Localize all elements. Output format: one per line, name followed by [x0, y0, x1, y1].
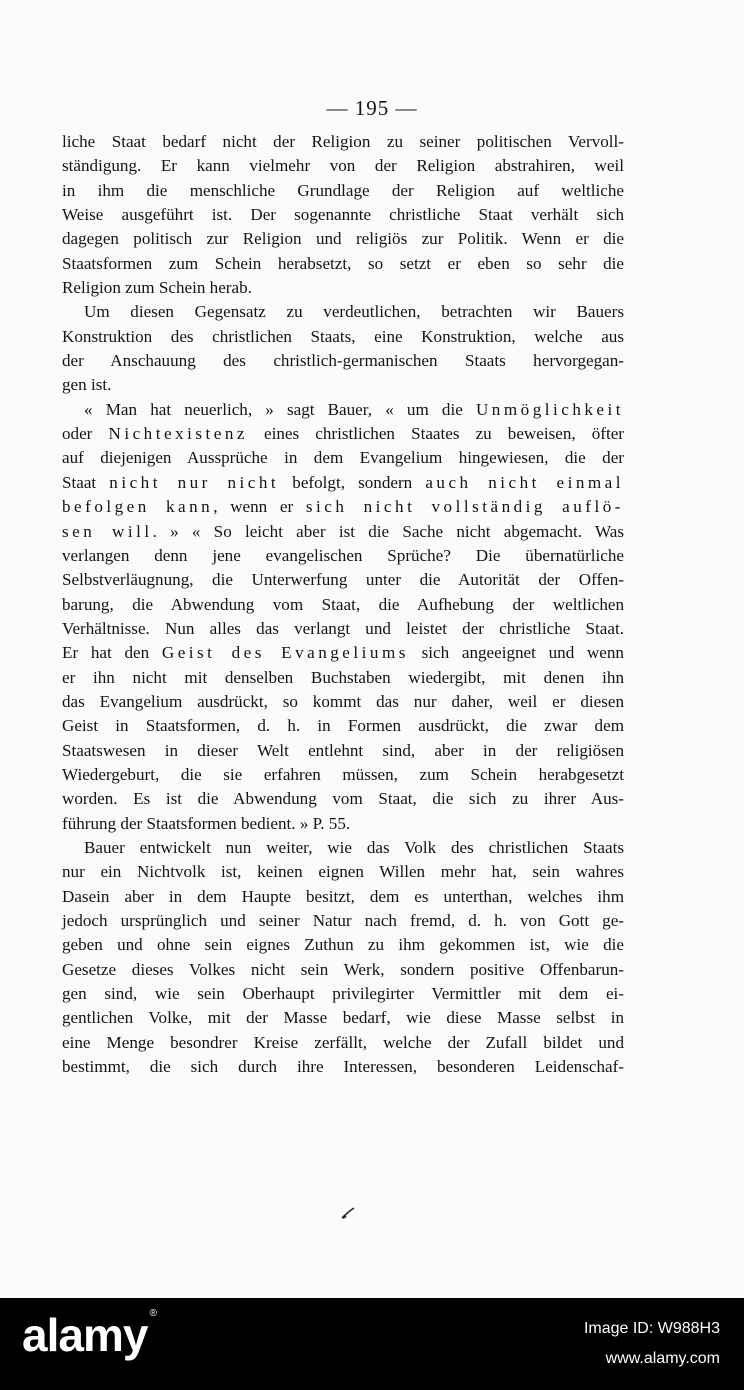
spaced-emphasis: befolgen kann — [62, 497, 214, 517]
text-line — [62, 617, 624, 641]
text-line — [62, 495, 624, 519]
text-run: gen sind, wie sein Oberhaupt privilegirter Vermittler mit dem ei- — [62, 984, 624, 1004]
text-line — [62, 666, 624, 690]
brand-name: alamy — [22, 1309, 148, 1361]
trademark-symbol: ® — [149, 1308, 156, 1319]
text-run: Verhältnisse. Nun alles das verlangt und leistet der christliche Staat. — [62, 618, 624, 638]
spaced-emphasis: auch nicht einmal — [425, 472, 624, 492]
text-line — [62, 860, 624, 884]
text-line — [62, 544, 624, 568]
text-run: Er hat den — [62, 643, 162, 663]
text-line — [62, 593, 624, 617]
spaced-emphasis: Geist des Evangeliums — [161, 643, 409, 663]
text-run: er ihn nicht mit denselben Buchstaben wiedergibt, mit denen ihn — [62, 667, 624, 687]
text-line — [62, 1006, 624, 1030]
text-run: eine Menge besondrer Kreise zerfällt, welche der Zufall bildet und — [62, 1032, 624, 1052]
text-run: verlangen denn jene evangelischen Sprüche? Die übernatürliche — [62, 545, 624, 565]
text-run: oder — [62, 424, 109, 444]
text-line — [62, 520, 624, 544]
text-run: liche Staat bedarf nicht der Religion zu seiner politischen Vervoll- — [62, 132, 624, 151]
text-run: Staat — [62, 472, 110, 492]
paragraph — [62, 300, 624, 397]
text-line — [62, 179, 624, 203]
text-line — [62, 446, 624, 470]
text-line — [62, 812, 624, 836]
spaced-emphasis: sich nicht vollständig auflö- — [305, 497, 624, 517]
brand-logo — [22, 1308, 156, 1362]
text-run: Selbstverläugnung, die Unterwerfung unter die Autorität der Offen- — [62, 570, 624, 590]
text-line — [62, 641, 624, 665]
text-run: Weise ausgeführt ist. Der sogenannte christliche Staat verhält sich — [62, 205, 624, 225]
text-run: Wiedergeburt, die sie erfahren müssen, zum Schein herabgesetzt — [62, 764, 624, 784]
text-run: gentlichen Volke, mit der Masse bedarf, wie diese Masse selbst in — [62, 1008, 624, 1028]
text-run: Dasein aber in dem Haupte besitzt, dem es unterthan, welches ihm — [62, 886, 624, 906]
text-run: barung, die Abwendung vom Staat, die Aufhebung der weltlichen — [62, 594, 624, 614]
text-line — [62, 714, 624, 738]
text-line — [62, 422, 624, 446]
image-id: Image ID: W988H3 — [583, 1320, 720, 1337]
text-line — [62, 373, 624, 397]
spaced-emphasis: Unmöglichkeit — [475, 399, 624, 419]
text-run: sich angeeignet und wenn — [408, 643, 624, 663]
text-run: eines christlichen Staates zu beweisen, öfter — [247, 424, 625, 444]
text-run: das Evangelium ausdrückt, so kommt das nur daher, weil er diesen — [62, 691, 624, 711]
text-run: dagegen politisch zur Religion und religiös zur Politik. Wenn er die — [62, 229, 624, 249]
text-run: worden. Es ist die Abwendung vom Staat, die sich zu ihrer Aus- — [62, 789, 624, 809]
text-line — [62, 398, 624, 422]
text-run: Religion zum Schein herab. — [62, 278, 252, 298]
text-run: Geist in Staatsformen, d. h. in Formen ausdrückt, die zwar dem — [62, 716, 624, 736]
text-run: gen ist. — [62, 375, 112, 395]
text-run: geben und ohne sein eignes Zuthun zu ihm gekommen ist, wie die — [62, 935, 624, 955]
text-line — [62, 276, 624, 300]
text-run: Bauer entwickelt nun weiter, wie das Volk des christlichen Staats — [84, 837, 624, 857]
text-run: Staatsformen zum Schein herabsetzt, so setzt er eben so sehr die — [62, 253, 624, 273]
text-run: der Anschauung des christlich-germanischen Staats hervorgegan- — [62, 351, 624, 371]
text-line — [62, 568, 624, 592]
text-line — [62, 1055, 624, 1079]
text-line — [62, 300, 624, 324]
text-run: Konstruktion des christlichen Staats, eine Konstruktion, welche aus — [62, 326, 624, 346]
text-run: auf diejenigen Aussprüche in dem Evangelium hingewiesen, die der — [62, 448, 624, 468]
text-line — [62, 739, 624, 763]
text-run: führung der Staatsformen bedient. » P. 55. — [62, 813, 351, 833]
body-text — [62, 130, 624, 1079]
text-run: Um diesen Gegensatz zu verdeutlichen, betrachten wir Bauers — [84, 302, 624, 322]
text-run: bestimmt, die sich durch ihre Interessen, besonderen Leidenschaf- — [62, 1057, 624, 1077]
text-line — [62, 690, 624, 714]
spaced-emphasis: Nichtexistenz — [108, 424, 248, 444]
text-line — [62, 958, 624, 982]
text-line — [62, 1031, 624, 1055]
paragraph — [62, 130, 624, 300]
text-line — [62, 933, 624, 957]
watermark-footer — [0, 1298, 744, 1390]
text-run: jedoch ursprünglich und seiner Natur nach fremd, d. h. von Gott ge- — [62, 911, 624, 930]
spaced-emphasis: nicht nur nicht — [109, 472, 280, 492]
spaced-emphasis: sen will — [62, 521, 153, 541]
text-run: in ihm die menschliche Grundlage der Religion auf weltliche — [62, 180, 624, 200]
text-run: . » « So leicht aber ist die Sache nicht abgemacht. Was — [152, 521, 625, 541]
text-run: Gesetze dieses Volkes nicht sein Werk, sondern positive Offenbarun- — [62, 959, 624, 979]
text-line — [62, 130, 624, 154]
text-line — [62, 836, 624, 860]
text-line — [62, 252, 624, 276]
text-line — [62, 154, 624, 178]
text-line — [62, 325, 624, 349]
text-run: Staatswesen in dieser Welt entlehnt sind, aber in der religiösen — [62, 740, 624, 760]
text-line — [62, 787, 624, 811]
site-url: www.alamy.com — [605, 1350, 720, 1367]
page-number: — 195 — — [326, 96, 418, 120]
paragraph — [62, 398, 624, 836]
text-line — [62, 471, 624, 495]
text-line — [62, 909, 624, 933]
text-line — [62, 227, 624, 251]
text-run: ständigung. Er kann vielmehr von der Religion abstrahiren, weil — [62, 156, 624, 176]
text-line — [62, 982, 624, 1006]
paragraph — [62, 836, 624, 1079]
text-run: befolgt, sondern — [279, 472, 426, 492]
text-line — [62, 349, 624, 373]
text-line — [62, 763, 624, 787]
text-run: « Man hat neuerlich, » sagt Bauer, « um die — [84, 399, 476, 419]
text-line — [62, 203, 624, 227]
text-line — [62, 885, 624, 909]
ink-mark-icon — [340, 1206, 356, 1220]
text-run: nur ein Nichtvolk ist, keinen eignen Willen mehr hat, sein wahres — [62, 862, 624, 882]
text-run: , wenn er — [213, 497, 306, 517]
